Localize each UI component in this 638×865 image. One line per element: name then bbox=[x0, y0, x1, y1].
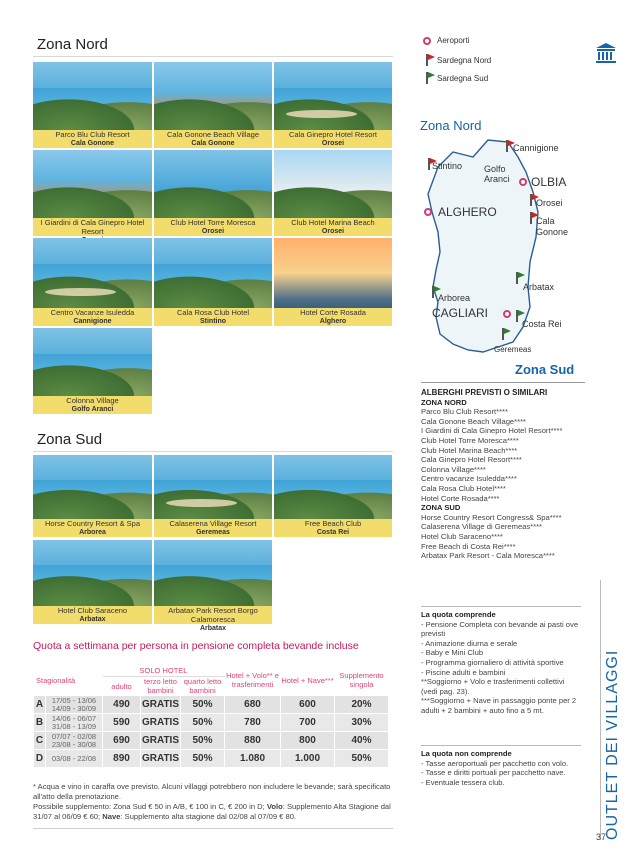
hotel-item: I Giardini di Cala Ginepro Hotel Resort**** bbox=[421, 426, 563, 436]
photo-calaserena bbox=[154, 455, 272, 537]
map-label-arbatax: Arbatax bbox=[523, 282, 555, 292]
map-label-cagliari: CAGLIARI bbox=[432, 306, 489, 320]
cell-quarto: 50% bbox=[181, 732, 225, 750]
row-label: A bbox=[34, 696, 46, 714]
photo-caption bbox=[274, 130, 392, 148]
map-label-olbia: OLBIA bbox=[531, 175, 567, 189]
photo-marina-beach bbox=[274, 150, 392, 236]
alberghi-nord-label: ZONA NORD bbox=[421, 397, 467, 407]
photo-cala-ginepro bbox=[274, 62, 392, 148]
photo-isuledda bbox=[33, 238, 152, 326]
bottom-divider bbox=[33, 828, 393, 829]
photo-arbatax-park bbox=[154, 540, 272, 632]
caption-name: Hotel Corte Rosada bbox=[300, 308, 366, 317]
note-volo-label: Volo bbox=[266, 802, 283, 811]
flag-green-icon bbox=[516, 310, 518, 322]
header-terzo: terzo letto bambini bbox=[141, 677, 181, 696]
alberghi-title: ALBERGHI PREVISTI O SIMILARI bbox=[421, 388, 548, 397]
note-volo: : Supplemento Alta Stagione dal 31/07 al 06/09 € 60; bbox=[33, 802, 391, 821]
photo-caption bbox=[33, 519, 152, 537]
photo-saraceno bbox=[33, 540, 152, 624]
cell-terzo: GRATIS bbox=[141, 714, 181, 732]
caption-name: Free Beach Club bbox=[304, 519, 362, 528]
flag-green-icon bbox=[516, 272, 518, 284]
photo-caption bbox=[154, 308, 272, 326]
row-dates bbox=[46, 732, 103, 750]
cell-nave: 700 bbox=[281, 714, 335, 732]
caption-name: I Giardini di Cala Ginepro Hotel Resort bbox=[40, 218, 145, 236]
map-label-orosei: Orosei bbox=[536, 198, 563, 208]
note-supplements bbox=[33, 802, 393, 822]
note-nave: : Supplemento alta stagione dal 02/08 al 07/09 € 80. bbox=[120, 812, 297, 821]
photo-caption bbox=[274, 519, 392, 537]
page-number: 37 bbox=[596, 832, 607, 842]
caption-place: Orosei bbox=[321, 140, 345, 147]
flag-red-icon bbox=[426, 54, 428, 66]
hotel-item: Hotel Club Saraceno**** bbox=[421, 531, 503, 541]
legend-sardegna-nord: Sardegna Nord bbox=[437, 56, 492, 65]
note-prefix: Possibile supplemento: Zona Sud € 50 in A/B, € 100 in C, € 200 in D; bbox=[33, 802, 267, 811]
map-label-arborea: Arborea bbox=[438, 293, 471, 303]
date-range: 23/08 - 30/08 bbox=[51, 739, 97, 749]
photo-caption bbox=[33, 218, 152, 236]
photo-parco-blu bbox=[33, 62, 152, 148]
comprende-item: - Baby e Mini Club bbox=[421, 648, 484, 658]
cell-singola: 50% bbox=[335, 750, 389, 768]
cell-nave: 1.000 bbox=[281, 750, 335, 768]
cell-quarto: 50% bbox=[181, 750, 225, 768]
photo-caption bbox=[154, 519, 272, 537]
header-solo-hotel: SOLO HOTEL bbox=[103, 665, 225, 677]
flag-green-icon bbox=[426, 72, 428, 84]
cell-adulto: 590 bbox=[103, 714, 141, 732]
airport-icon bbox=[519, 178, 527, 186]
flag-red-icon bbox=[530, 212, 532, 224]
table-row bbox=[34, 696, 389, 714]
museum-logo-icon bbox=[593, 40, 619, 66]
date-range: 03/08 - 22/08 bbox=[51, 753, 97, 763]
hotel-item: Hotel Corte Rosada**** bbox=[421, 493, 500, 503]
photo-cala-rosa bbox=[154, 238, 272, 326]
hotel-item: Parco Blu Club Resort**** bbox=[421, 407, 508, 417]
row-label: B bbox=[34, 714, 46, 732]
date-range: 31/08 - 13/09 bbox=[51, 721, 97, 731]
rates-notes bbox=[33, 782, 393, 822]
map-label-cala-gonone: Cala Gonone bbox=[536, 216, 569, 237]
caption-name: Club Hotel Marina Beach bbox=[291, 218, 375, 227]
photo-caption bbox=[274, 218, 392, 236]
side-title-text: OUTLET DEI VILLAGGI bbox=[604, 649, 621, 840]
map-zona-sud: Zona Sud bbox=[515, 362, 575, 377]
table-row bbox=[34, 732, 389, 750]
caption-name: Colonna Village bbox=[66, 396, 119, 405]
hotel-item: Free Beach di Costa Rei**** bbox=[421, 541, 516, 551]
caption-name: Cala Ginepro Hotel Resort bbox=[289, 130, 377, 139]
date-range: 17/05 - 13/06 bbox=[51, 695, 97, 705]
flag-green-icon bbox=[432, 286, 434, 298]
photo-caption bbox=[33, 396, 152, 414]
caption-name: Arbatax Park Resort Borgo Calamoresca bbox=[168, 606, 258, 624]
map-label-alghero: ALGHERO bbox=[438, 205, 497, 219]
photo-torre-moresca bbox=[154, 150, 272, 236]
flag-red-icon bbox=[530, 194, 532, 206]
cell-volo: 780 bbox=[225, 714, 281, 732]
non-comprende-item: - Tasse e diritti portuali per pacchetto nave. bbox=[421, 768, 566, 778]
flag-red-icon bbox=[506, 140, 508, 152]
map-label-geremeas: Geremeas bbox=[494, 345, 532, 354]
cell-adulto: 490 bbox=[103, 696, 141, 714]
photo-corte-rosada bbox=[274, 238, 392, 326]
rates-title: Quota a settimana per persona in pensione completa bevande incluse bbox=[33, 640, 359, 652]
hotel-item: Cala Rosa Club Hotel**** bbox=[421, 483, 506, 493]
legend-sardegna-sud: Sardegna Sud bbox=[437, 74, 489, 83]
photo-giardini-cala-ginepro bbox=[33, 150, 152, 236]
photo-caption bbox=[154, 218, 272, 236]
cell-singola: 30% bbox=[335, 714, 389, 732]
non-comprende-item: - Tasse aeroportuali per pacchetto con volo. bbox=[421, 758, 569, 768]
photo-caption bbox=[274, 308, 392, 326]
hotel-item: Cala Gonone Beach Village**** bbox=[421, 416, 526, 426]
cell-volo: 680 bbox=[225, 696, 281, 714]
side-title bbox=[600, 580, 630, 840]
photo-caption bbox=[33, 606, 152, 624]
photo-caption bbox=[154, 130, 272, 148]
comprende-item: - Programma giornaliero di attività sportive bbox=[421, 657, 564, 667]
row-label: D bbox=[34, 750, 46, 768]
flag-green-icon bbox=[502, 328, 504, 340]
cell-quarto: 50% bbox=[181, 714, 225, 732]
caption-place: Arbatax bbox=[79, 616, 106, 623]
hotel-item: Centro vacanze Isuledda**** bbox=[421, 474, 517, 484]
comprende-item: **Soggiorno + Volo e trasferimenti collettivi (vedi pag. 23). bbox=[421, 677, 565, 696]
note-nave-label: Nave bbox=[102, 812, 121, 821]
caption-place: Costa Rei bbox=[316, 529, 350, 536]
alberghi-section bbox=[421, 388, 583, 561]
caption-place: Arborea bbox=[79, 529, 106, 536]
row-dates bbox=[46, 750, 103, 768]
header-stagionalita: Stagionalità bbox=[34, 665, 103, 696]
header-quarto: quarto letto bambini bbox=[181, 677, 225, 696]
cell-singola: 20% bbox=[335, 696, 389, 714]
caption-name: Club Hotel Torre Moresca bbox=[170, 218, 256, 227]
map-legend bbox=[421, 34, 601, 94]
caption-place: Orosei bbox=[201, 228, 225, 235]
caption-place: Orosei bbox=[321, 228, 345, 235]
cell-adulto: 890 bbox=[103, 750, 141, 768]
date-range: 07/07 - 02/08 bbox=[51, 731, 97, 741]
cell-adulto: 690 bbox=[103, 732, 141, 750]
photo-horse-country bbox=[33, 455, 152, 537]
comprende-section bbox=[421, 606, 581, 716]
comprende-item: ***Soggiorno + Nave in passaggio ponte per 2 adulti + 2 bambini + auto fino a 5 mt. bbox=[421, 696, 577, 715]
date-range: 14/09 - 30/09 bbox=[51, 703, 97, 713]
caption-name: Parco Blu Club Resort bbox=[55, 130, 130, 139]
hotel-item: Arbatax Park Resort - Cala Moresca**** bbox=[421, 551, 555, 561]
cell-terzo: GRATIS bbox=[141, 732, 181, 750]
caption-place: Cala Gonone bbox=[191, 140, 235, 147]
cell-nave: 800 bbox=[281, 732, 335, 750]
row-label: C bbox=[34, 732, 46, 750]
hotel-item: Club Hotel Marina Beach**** bbox=[421, 445, 518, 455]
airport-icon bbox=[503, 310, 511, 318]
cell-nave: 600 bbox=[281, 696, 335, 714]
comprende-item: - Piscine adulti e bambini bbox=[421, 667, 506, 677]
caption-name: Calaserena Village Resort bbox=[169, 519, 257, 528]
side-divider bbox=[600, 580, 601, 840]
table-row bbox=[34, 750, 389, 768]
cell-quarto: 50% bbox=[181, 696, 225, 714]
photo-free-beach bbox=[274, 455, 392, 537]
airport-icon bbox=[423, 37, 431, 45]
rates-table bbox=[33, 664, 389, 768]
caption-name: Centro Vacanze Isuledda bbox=[50, 308, 135, 317]
map-label-cannigione: Cannigione bbox=[513, 143, 559, 153]
cell-singola: 40% bbox=[335, 732, 389, 750]
row-dates bbox=[46, 714, 103, 732]
caption-name: Horse Country Resort & Spa bbox=[44, 519, 141, 528]
legend-aeroporti: Aeroporti bbox=[437, 36, 470, 45]
map-label-golfo-aranci: Golfo Aranci bbox=[484, 164, 510, 184]
photo-colonna-village bbox=[33, 328, 152, 414]
cell-terzo: GRATIS bbox=[141, 750, 181, 768]
photo-caption bbox=[154, 606, 272, 632]
cell-volo: 1.080 bbox=[225, 750, 281, 768]
hotel-item: Horse Country Resort Congress& Spa**** bbox=[421, 512, 562, 522]
caption-place: Stintino bbox=[199, 318, 227, 325]
header-adulto: adulto bbox=[103, 677, 141, 696]
caption-place: Cannigione bbox=[73, 318, 112, 325]
zona-nord-title: Zona Nord bbox=[33, 35, 393, 57]
cell-terzo: GRATIS bbox=[141, 696, 181, 714]
note-drinks: * Acqua e vino in caraffa ove previsto. Alcuni villaggi potrebbero non includere le bevande; sarà specificato all'atto della prenotazione. bbox=[33, 782, 391, 801]
header-hotel-volo: Hotel + Volo** e trasferimenti bbox=[225, 665, 281, 696]
comprende-item: - Pensione Completa con bevande ai pasti ove previsti bbox=[421, 619, 579, 639]
header-hotel-nave: Hotel + Nave*** bbox=[281, 665, 335, 696]
map-divider bbox=[421, 382, 585, 383]
flag-red-icon bbox=[428, 158, 430, 170]
table-row bbox=[34, 714, 389, 732]
photo-caption bbox=[33, 130, 152, 148]
hotel-item: Colonna Village**** bbox=[421, 464, 486, 474]
photo-caption bbox=[33, 308, 152, 326]
comprende-title: La quota comprende bbox=[421, 610, 496, 619]
hotel-item: Calaserena Village di Geremeas**** bbox=[421, 522, 543, 532]
caption-place: Golfo Aranci bbox=[71, 406, 114, 413]
caption-place: Alghero bbox=[319, 318, 347, 325]
sardinia-map bbox=[418, 112, 586, 382]
hotel-item: Club Hotel Torre Moresca**** bbox=[421, 435, 519, 445]
airport-icon bbox=[424, 208, 432, 216]
header-supplemento: Supplemento singola bbox=[335, 665, 389, 696]
cell-volo: 880 bbox=[225, 732, 281, 750]
caption-name: Cala Gonone Beach Village bbox=[166, 130, 259, 139]
caption-name: Cala Rosa Club Hotel bbox=[176, 308, 250, 317]
caption-name: Hotel Club Saraceno bbox=[57, 606, 128, 615]
caption-place: Arbatax bbox=[199, 625, 227, 632]
map-label-stintino: Stintino bbox=[432, 161, 463, 171]
non-comprende-section bbox=[421, 745, 581, 787]
comprende-item: - Animazione diurna e serale bbox=[421, 638, 518, 648]
non-comprende-item: - Eventuale tessera club. bbox=[421, 777, 505, 787]
map-zona-nord: Zona Nord bbox=[420, 118, 482, 133]
date-range: 14/06 - 06/07 bbox=[51, 713, 97, 723]
alberghi-sud-label: ZONA SUD bbox=[421, 503, 461, 513]
map-label-costa-rei: Costa Rei bbox=[522, 319, 562, 329]
caption-place: Geremeas bbox=[196, 529, 230, 536]
hotel-item: Cala Ginepro Hotel Resort**** bbox=[421, 455, 522, 465]
non-comprende-title: La quota non comprende bbox=[421, 749, 512, 758]
photo-cala-gonone-beach bbox=[154, 62, 272, 148]
zona-sud-title: Zona Sud bbox=[33, 430, 393, 452]
caption-place: Cala Gonone bbox=[70, 140, 115, 147]
row-dates bbox=[46, 696, 103, 714]
